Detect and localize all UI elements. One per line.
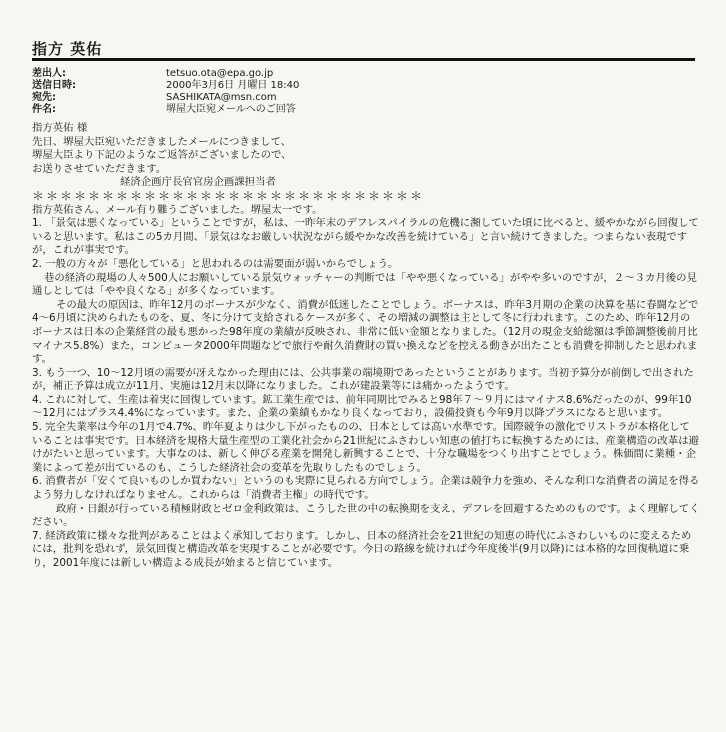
- header-from: [32, 68, 299, 80]
- header-label: 件名:: [32, 104, 56, 115]
- paragraph-7: 7. 経済政策に様々な批判があることはよく承知しております。しかし、日本の経済社会を21世紀の知恵の時代にふさわしいものに変えるためには，批判を恐れず，景気回復と構造改革を実現することが必要です。今日の路線を続ければ今年度後半(9月以降)には本格的な回復軌道に乗り，2001年度には新しい構造よる成長が始まると信じています。: [32, 529, 692, 569]
- greeting: 指方英佑 様: [32, 122, 88, 134]
- paragraph-1: 1. 「景気は悪くなっている」ということですが，私は、一昨年末のデフレスパイラルの危機に瀕していた頃に比べると、緩やかながら回復していると思います。私はこの5カ月間、「景気はなお厳しい状況ながら緩やかな改善を続けている」と言い続けてきました。つまらない表現ですが，これが事実です。: [32, 217, 699, 257]
- header-rule: [32, 58, 695, 61]
- paragraph-6b: 政府・日銀が行っている積極財政とゼロ金利政策は、こうした世の中の転換期を支え、デフレを回避するためのものです。よく理解してください。: [32, 502, 700, 529]
- paragraph-3: 3. もう一つ、10～12月頃の需要が冴えなかった理由には、公共事業の端境期であったということがあります。当初予算分が前倒しで出されたが，補正予算は成立が11月、実施は12月末以降になりました。これが建設業等には痛かったようです。: [32, 366, 694, 393]
- paragraph-2a: 2. 一般の方々が「悪化している」と思われるのは需要面が弱いからでしょう。: [32, 257, 399, 270]
- header-label: 宛先:: [32, 92, 56, 103]
- paragraph-6a: 6. 消費者が「安くて良いものしか買わない」というのも実際に見られる方向でしょう。企業は競争力を強め、そんな利口な消費者の満足を得るよう努力しなければなりません。これからは「消費者主権」の時代です。: [32, 475, 700, 502]
- thanks-line: 指方英佑さん、メール有り難うございました。堺屋太一です。: [32, 203, 323, 216]
- header-label: 差出人:: [32, 68, 66, 79]
- header-label: 送信日時:: [32, 80, 76, 91]
- paragraph-4: 4. これに対して、生産は着実に回復しています。鉱工業生産では、前年同期比でみると98年７～９月にはマイナス8.6%だったのが、99年10～12月にはプラス4.4%になっています。また、企業の業績もかなり良くなっており，設備投資も今年9月以降プラスになると思います。: [32, 393, 692, 420]
- paragraph-2b: 巷の経済の現場の人々500人にお願いしている景気ウォッチャーの判断では「やや悪くなっている」がやや多いのですが，２～３カ月後の見通しとしては「やや良くなる」が多くなっています。: [32, 271, 697, 298]
- separator-stars: ＊＊＊＊＊＊＊＊＊＊＊＊＊＊＊＊＊＊＊＊＊＊＊＊＊＊＊＊: [32, 188, 425, 203]
- intro-paragraph: 先日、堺屋大臣宛いただきましたメールにつきまして、 堺屋大臣より下記のようなご返答がございましたので、 お送りさせていただきます。: [32, 135, 292, 175]
- header-value: 2000年3月6日 月曜日 18:40: [166, 80, 300, 91]
- sender-name: 指方 英佑: [32, 40, 103, 58]
- signature: 経済企画庁長官官房企画課担当者: [120, 176, 276, 189]
- paragraph-5: 5. 完全失業率は今年の1月で4.7%、昨年夏よりは少し下がったものの、日本としては高い水準です。国際競争の激化でリストラが本格化していることは事実です。日本経済を規格大量生産型の工業化社会から21世紀にふさわしい知恵の値打ちに転換するためには、産業構造の改革は避けがたいと思っています。大事なのは、新しく伸びる産業を開発し新興することで、十分な職場をつくり出すことでしょう。株価間に業種・企業によって差が出ているのも、こうした経済社会の変革を先取りしたものでしょう。: [32, 421, 699, 474]
- paragraph-2c: その最大の原因は、昨年12月のボーナスが少なく、消費が低迷したことでしょう。ボーナスは、昨年3月期の企業の決算を基に春闘などで4～6月頃に決められたものを、夏、冬に分けて支給されるケースが多く、その増減の調整は主として冬に行われます。このため、昨年12月のボーナスは日本の企業経営の最も悪かった98年度の業績が反映され、非常に低い金額となりました。（12月の現金支給総額は季節調整後前月比マイナス5.8%）また，コンピュータ2000年問題などで旅行や耐久消費財の買い換えなどを控える動きが出たことも消費を抑制したと思われます。: [32, 298, 699, 366]
- email-headers: [32, 68, 299, 116]
- header-to: [32, 92, 299, 104]
- header-subject: [32, 104, 299, 116]
- header-value: SASHIKATA@msn.com: [166, 92, 277, 103]
- header-value: 堺屋大臣宛メールへのご回答: [166, 104, 296, 115]
- header-value: tetsuo.ota@epa.go.jp: [166, 68, 274, 79]
- header-sent: [32, 80, 299, 92]
- email-body: [32, 122, 700, 571]
